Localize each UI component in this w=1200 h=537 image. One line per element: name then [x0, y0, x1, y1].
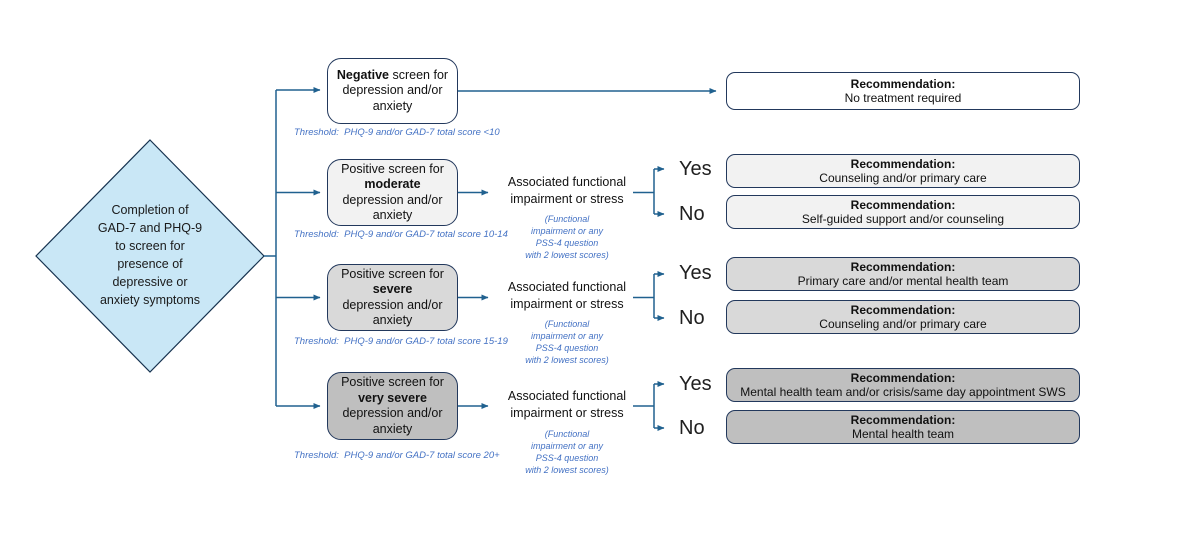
screen-box-very-severe: [327, 372, 458, 440]
recommendation-box-very-severe-no: [726, 410, 1080, 444]
threshold-note-negative: Threshold: PHQ-9 and/or GAD-7 total score <10: [294, 127, 500, 138]
note-line: impairment or any: [530, 226, 604, 236]
note-line: (Functional: [544, 319, 590, 329]
note-line: impairment or any: [530, 331, 604, 341]
yes-no-bracket-very-severe: [633, 384, 654, 428]
yes-label-moderate: Yes: [679, 158, 712, 180]
question-line: Associated functional: [507, 280, 627, 294]
yes-no-bracket-severe: [633, 274, 654, 318]
recommendation-text: Counseling and/or primary care: [819, 317, 987, 331]
threshold-note-very-severe: Threshold: PHQ-9 and/or GAD-7 total score 20+: [294, 450, 500, 461]
recommendation-box-moderate-no: [726, 195, 1080, 229]
recommendation-box-negative: [726, 72, 1080, 110]
no-label-very-severe: No: [679, 417, 705, 439]
note-line: with 2 lowest scores): [525, 465, 609, 475]
diamond-line: presence of: [117, 257, 183, 271]
impairment-question-severe: [502, 279, 632, 313]
screen-box-text: depression and/or: [342, 83, 443, 98]
threshold-note-severe: Threshold: PHQ-9 and/or GAD-7 total score 15-19: [294, 336, 508, 347]
recommendation-text: Mental health team and/or crisis/same day appointment SWS: [740, 385, 1066, 399]
screen-box-text: depression and/or: [342, 192, 443, 207]
screen-box-text: Positive screen for: [341, 266, 444, 281]
question-line: impairment or stress: [510, 192, 624, 206]
recommendation-text: Mental health team: [851, 427, 955, 441]
recommendation-box-very-severe-yes: [726, 368, 1080, 402]
impairment-question-very-severe: [502, 388, 632, 422]
question-line: impairment or stress: [510, 406, 624, 420]
threshold-note-moderate: Threshold: PHQ-9 and/or GAD-7 total score 10-14: [294, 229, 508, 240]
diamond-line: depressive or: [112, 275, 188, 289]
recommendation-label: Recommendation:: [850, 156, 956, 171]
screen-box-text: severe: [372, 282, 413, 296]
yes-label-very-severe: Yes: [679, 373, 712, 395]
recommendation-label: Recommendation:: [850, 302, 956, 317]
note-line: PSS-4 question: [535, 453, 599, 463]
recommendation-label: Recommendation:: [850, 259, 956, 274]
screen-box-text: Negative screen for: [336, 67, 449, 82]
recommendation-text: Self-guided support and/or counseling: [801, 212, 1005, 226]
screen-box-text: very severe: [358, 390, 427, 405]
recommendation-label: Recommendation:: [850, 197, 956, 212]
recommendation-label: Recommendation:: [850, 412, 956, 427]
recommendation-text: Primary care and/or mental health team: [797, 274, 1009, 288]
diamond-line: to screen for: [115, 239, 185, 253]
note-line: impairment or any: [530, 441, 604, 451]
diamond-line: GAD-7 and PHQ-9: [97, 221, 203, 235]
screen-box-text: Positive screen for: [341, 161, 444, 176]
screening-diamond-label: [88, 201, 212, 309]
impairment-note-moderate: [502, 213, 632, 261]
recommendation-box-moderate-yes: [726, 154, 1080, 188]
question-line: impairment or stress: [510, 297, 624, 311]
recommendation-box-severe-yes: [726, 257, 1080, 291]
note-line: (Functional: [544, 214, 590, 224]
yes-no-bracket-moderate: [633, 169, 654, 214]
screen-box-negative: [327, 58, 458, 124]
screen-box-text: moderate: [364, 177, 421, 191]
screen-box-text: anxiety: [372, 313, 413, 327]
recommendation-text: No treatment required: [844, 91, 962, 105]
screen-box-severe: [327, 264, 458, 331]
note-line: PSS-4 question: [535, 238, 599, 248]
recommendation-box-severe-no: [726, 300, 1080, 334]
impairment-note-very-severe: [502, 428, 632, 476]
recommendation-label: Recommendation:: [850, 76, 956, 91]
screen-box-moderate: [327, 159, 458, 226]
screen-box-text: Positive screen for: [341, 375, 444, 389]
diamond-line: anxiety symptoms: [99, 293, 201, 307]
screen-box-text: anxiety: [372, 98, 413, 113]
recommendation-label: Recommendation:: [850, 370, 956, 385]
impairment-note-severe: [502, 318, 632, 366]
screen-box-text: anxiety: [372, 208, 413, 222]
question-line: Associated functional: [507, 389, 627, 403]
impairment-question-moderate: [502, 174, 632, 208]
note-line: (Functional: [544, 429, 590, 439]
screen-box-text: depression and/or: [342, 297, 443, 312]
question-line: Associated functional: [507, 175, 627, 189]
diamond-line: Completion of: [111, 203, 189, 217]
no-label-moderate: No: [679, 203, 705, 225]
screen-box-text: depression and/or: [342, 406, 443, 420]
note-line: with 2 lowest scores): [525, 250, 609, 260]
screen-box-text: anxiety: [372, 421, 413, 436]
note-line: PSS-4 question: [535, 343, 599, 353]
yes-label-severe: Yes: [679, 262, 712, 284]
recommendation-text: Counseling and/or primary care: [819, 171, 987, 185]
note-line: with 2 lowest scores): [525, 355, 609, 365]
no-label-severe: No: [679, 307, 705, 329]
